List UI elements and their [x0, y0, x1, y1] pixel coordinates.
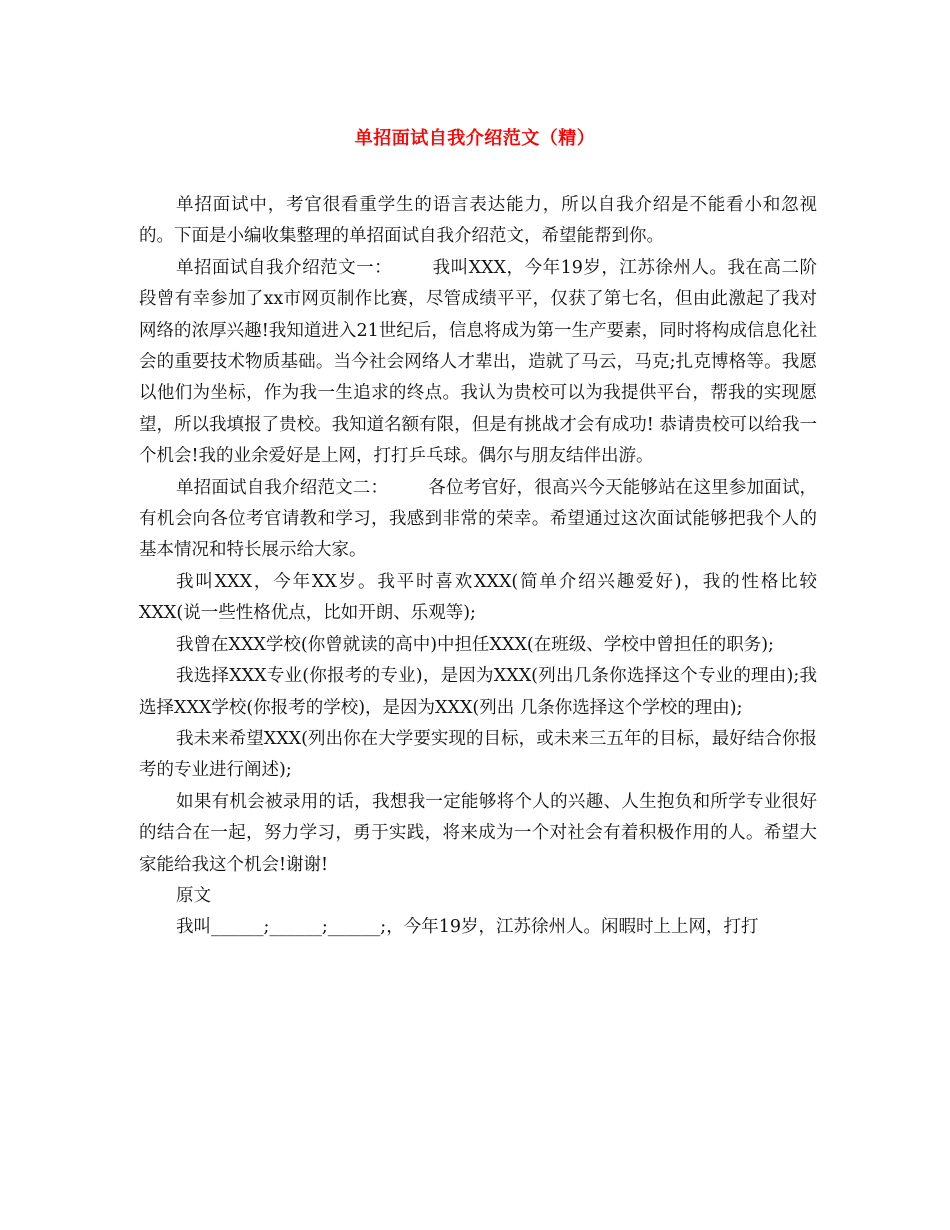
document-title: 单招面试自我介绍范文（精） — [354, 128, 596, 149]
paragraph-name-age: 我叫XXX，今年XX岁。我平时喜欢XXX(简单介绍兴趣爱好)，我的性格比较XXX(说一些性格优点，比如开朗、乐观等); — [139, 571, 817, 624]
sample-one-text: 我叫XXX，今年19岁，江苏徐州人。我在高二阶段曾有幸参加了xx市网页制作比赛，尽管成绩平平，仅获了第七名，但由此激起了我对网络的浓厚兴趣!我知道进入21世纪后，信息将成为第一生产要素，同时将构成信息化社会的重要技术物质基础。当今社会网络人才辈出，造就了马云，马克;扎克博格等。我愿以他们为坐标，作为我一生追求的终点。我认为贵校可以为我提供平台，帮我的实现愿望，所以我填报了贵校。我知道名额有限，但是有挑战才会有成功! 恭请贵校可以给我一个机会!我的业余爱好是上网，打打乒乓球。偶尔与朋友结伴出游。 — [139, 257, 817, 467]
paragraph-school-role: 我曾在XXX学校(你曾就读的高中)中担任XXX(在班级、学校中曾担任的职务); — [176, 634, 774, 655]
sample-one-label: 单招面试自我介绍范文一： — [176, 257, 393, 278]
paragraph-closing: 如果有机会被录用的话，我想我一定能够将个人的兴趣、人生抱负和所学专业很好的结合在一起，努力学习，勇于实践，将来成为一个对社会有着积极作用的人。希望大家能给我这个机会!谢谢! — [139, 791, 817, 875]
paragraph-original-heading: 原文 — [176, 885, 211, 906]
paragraph-future-goal: 我未来希望XXX(列出你在大学要实现的目标，或未来三五年的目标，最好结合你报考的专业进行阐述); — [139, 728, 817, 781]
paragraph-intro: 单招面试中，考官很看重学生的语言表达能力，所以自我介绍是不能看小和忽视的。下面是小编收集整理的单招面试自我介绍范文，希望能帮到你。 — [139, 195, 817, 247]
sample-two-label: 单招面试自我介绍范文二： — [176, 477, 389, 498]
paragraph-original-text: 我叫______;______;______;，今年19岁，江苏徐州人。闲暇时上上网，打打 — [176, 917, 759, 938]
paragraph-major-choice: 我选择XXX专业(你报考的专业)，是因为XXX(列出几条你选择这个专业的理由);我选择XXX学校(你报考的学校)，是因为XXX(列出 几条你选择这个学校的理由); — [139, 666, 817, 718]
document-body — [139, 190, 817, 944]
sample-two-text: 各位考官好，很高兴今天能够站在这里参加面试，有机会向各位考官请教和学习，我感到非常的荣幸。希望通过这次面试能够把我个人的基本情况和特长展示给大家。 — [139, 477, 818, 561]
paragraph-sample-two — [139, 473, 817, 567]
paragraph-sample-one — [139, 253, 817, 473]
